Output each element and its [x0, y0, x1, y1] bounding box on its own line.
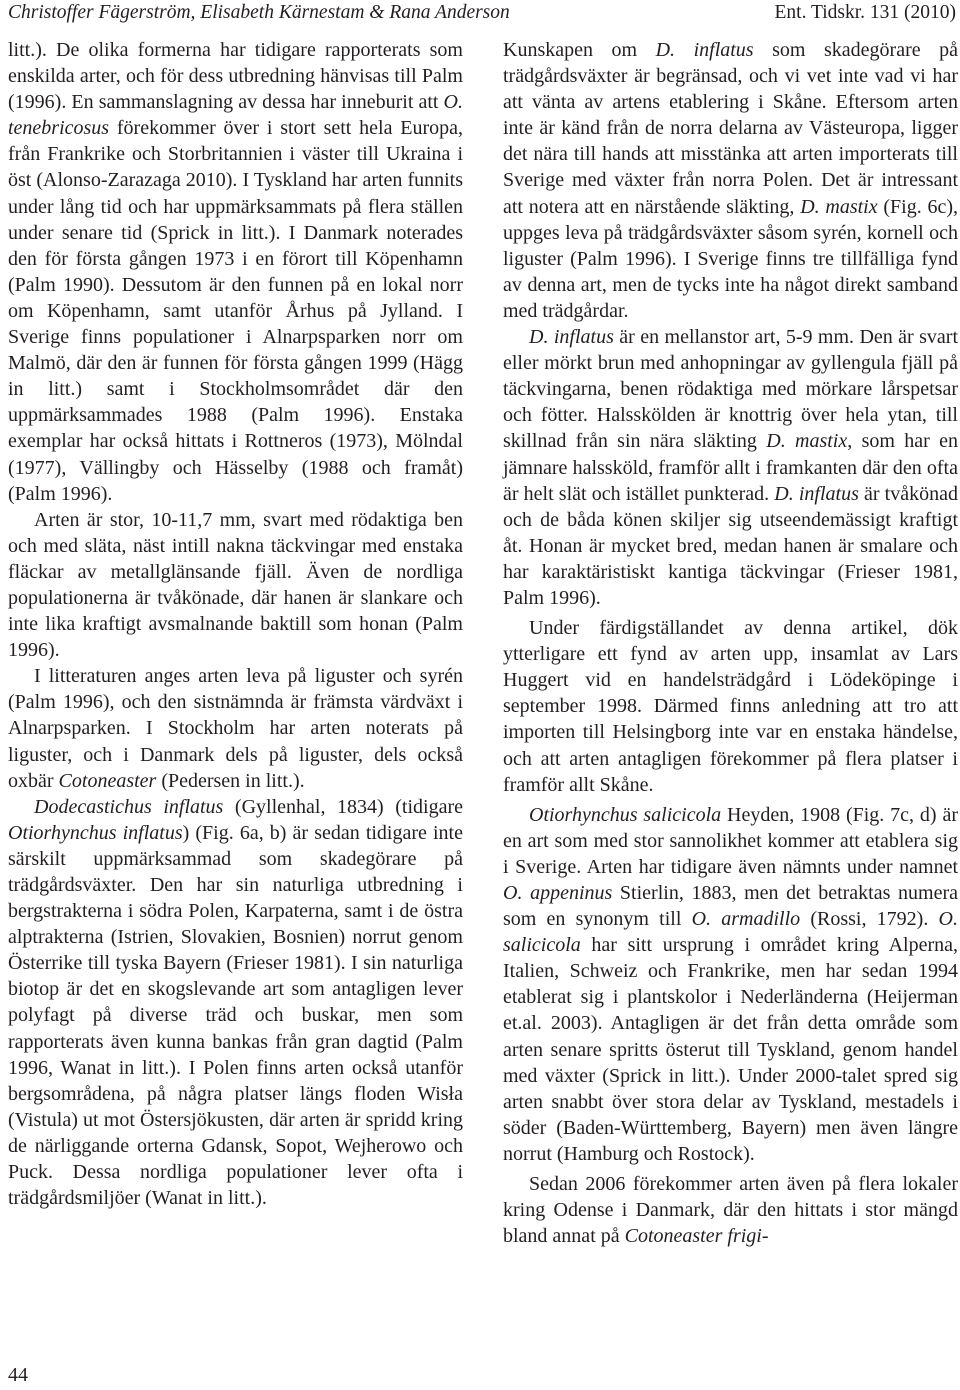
left-column: [8, 37, 463, 1211]
right-paragraph-4: Otiorhynchus salicicola Heyden, 1908 (Fig. 7c, d) är en art som med stor sannolikhet kommer att etablera sig i Sverige. Arten har tidigare även nämnts under namnet O. appeninus Stierlin, 1883, men det betraktas numera som en synonym till O. armadillo (Rossi, 1792). O. salicicola har sitt ursprung i området kring Alperna, Italien, Schweiz och Frankrike, men har sedan 1994 etablerat sig i plantskolor i Nederländerna (Heijerman et.al. 2003). Antagligen är det från detta område som arten senare spritts österut till Tyskland, genom handel med växter (Sprick in litt.). Under 2000-talet spred sig arten snabbt över stora delar av Tyskland, mestadels i söder (Baden-Württemberg, Bayern) men även längre norrut (Hamburg och Rostock).: [503, 803, 958, 1165]
species-name: D. mastix: [766, 430, 848, 453]
right-paragraph-3: Under färdigställandet av denna artikel, dök ytterligare ett fynd av arten upp, insamlat av Lars Huggert vid en handelsträdgård i Lödeköpinge i september 1998. Därmed finns anledning att tro att importen till Helsingborg inte var en enstaka händelse, och att arten antagligen förekommer på flera platser i framför allt Skåne.: [503, 617, 958, 796]
left-paragraph-2: Arten är stor, 10-11,7 mm, svart med rödaktiga ben och med släta, näst intill nakna täckvingar med enstaka fläckar av metallglänsande fjäll. Även de nordliga populationerna är tvåkönade, där hanen är slankare och inte lika kraftigt avsmalnande baktill som honan (Palm 1996).: [8, 508, 463, 662]
left-paragraph-3: I litteraturen anges arten leva på liguster och syrén (Palm 1996), och den sistnämnda är främsta värdväxt i Alnarpsparken. I Stockholm har arten noterats på liguster, och i Danmark dels på liguster, dels också oxbär Cotoneaster (Pedersen in litt.).: [8, 665, 463, 792]
species-name: O. salicicola: [503, 908, 958, 957]
species-name: O. appeninus: [503, 882, 613, 904]
left-paragraph-1: litt.). De olika formerna har tidigare rapporterats som enskilda arter, och för dess utbredning hänvisas till Palm (1996). En sammanslagning av dessa har inneburit att O. tenebricosus förekommer över i stort sett hela Europa, från Frankrike och Storbritannien i väster till Ukraina i öst (Alonso-Zarazaga 2010). I Tyskland har arten funnits under lång tid och har uppmärksammats på flera ställen under senare tid (Sprick in litt.). I Danmark noterades den för första gången 1973 i en förort till Köpenhamn (Palm 1990). Dessutom är den funnen på en lokal norr om Köpenhamn, samt utanför Århus på Jylland. I Sverige finns populationer i Alnarpsparken norr om Malmö, där den är funnen för första gången 1999 (Hägg in litt.) samt i Stockholmsområdet där den uppmärksammades 1988 (Palm 1996). Enstaka exemplar har också hittats i Rottneros (1973), Mölndal (1977), Vällingby och Hässelby (1988 och framåt) (Palm 1996).: [8, 39, 463, 505]
species-name: D. inflatus: [655, 39, 754, 61]
species-name: D. inflatus: [529, 326, 614, 349]
species-name: D. mastix: [800, 195, 878, 218]
right-paragraph-1: Kunskapen om D. inflatus som skadegörare på trädgårdsväxter är begränsad, och vi vet inte vad vi har att vänta av artens etablering i Skåne. Eftersom arten inte är känd från de norra delarna av Västeuropa, ligger det nära till hands att misstänka att arten importerats till Sverige med växter från norra Polen. Det är intressant att notera att en närstående släkting, D. mastix (Fig. 6c), uppges leva på trädgårdsväxter såsom syrén, kornell och liguster (Palm 1996). I Sverige finns tre tillfälliga fynd av denna art, men de tycks inte ha något direkt samband med trädgårdar.: [503, 39, 959, 322]
right-paragraph-5: Sedan 2006 förekommer arten även på flera lokaler kring Odense i Danmark, där den hittats i stor mängd bland annat på Cotoneaster frigi-: [503, 1173, 958, 1248]
right-paragraph-2: D. inflatus är en mellanstor art, 5-9 mm. Den är svart eller mörkt brun med anhopningar av gyllengula fjäll på täckvingarna, benen rödaktiga med mörkare lårspetsar och fötter. Halsskölden är knottrig över hela ytan, till skillnad från sin nära släkting D. mastix, som har en jämnare halssköld, framför allt i framkanten där den ofta är helt slät och istället punkterad. D. inflatus är tvåkönad och de båda könen skiljer sig utseendemässigt kraftigt åt. Honan är mycket bred, medan hanen är smalare och har karaktäristiskt kantiga täckvingar (Frieser 1981, Palm 1996).: [503, 326, 958, 609]
species-name: O. tenebricosus: [8, 91, 463, 140]
species-name: Dodecastichus inflatus: [34, 795, 224, 818]
left-paragraph-4: Dodecastichus inflatus (Gyllenhal, 1834) (tidigare Otiorhynchus inflatus) (Fig. 6a, b) är sedan tidigare inte särskilt uppmärksammad som skadegörare på trädgårdsväxter. Den har sin naturliga utbredning i bergstrakterna i södra Polen, Karpaterna, samt i de östra alptrakterna (Istrien, Slovakien, Bosnien) norrut genom Österrike till tyska Bayern (Frieser 1981). I sin naturliga biotop är det en skogslevande art som antagligen lever polyfagt på diverse träd och buskar, men som rapporterats även kunna bankas från gran dagtid (Palm 1996, Wanat in litt.). I Polen finns arten också utanför bergsområdena, på några platser längs floden Wisła (Vistula) ut mot Östersjökusten, där arten är spridd kring de närliggande orterna Gdansk, Sopot, Wejherowo och Puck. Dessa nordliga populationer lever ofta i trädgårdsmiljöer (Wanat in litt.).: [8, 795, 463, 1210]
species-name: D. inflatus: [774, 482, 859, 505]
species-name: O. armadillo: [691, 908, 801, 931]
header-authors: Christoffer Fägerström, Elisabeth Kärnestam & Rana Anderson: [8, 2, 510, 23]
species-name: Otiorhynchus salicicola: [529, 803, 722, 826]
right-column: [503, 37, 958, 1249]
species-name: Cotoneaster frigi-: [624, 1225, 769, 1248]
header-journal: Ent. Tidskr. 131 (2010): [774, 2, 956, 23]
running-header: [8, 0, 956, 30]
genus-name: Cotoneaster: [58, 769, 157, 792]
species-name: Otiorhynchus inflatus: [8, 821, 183, 844]
page-number: 44: [8, 1364, 28, 1386]
